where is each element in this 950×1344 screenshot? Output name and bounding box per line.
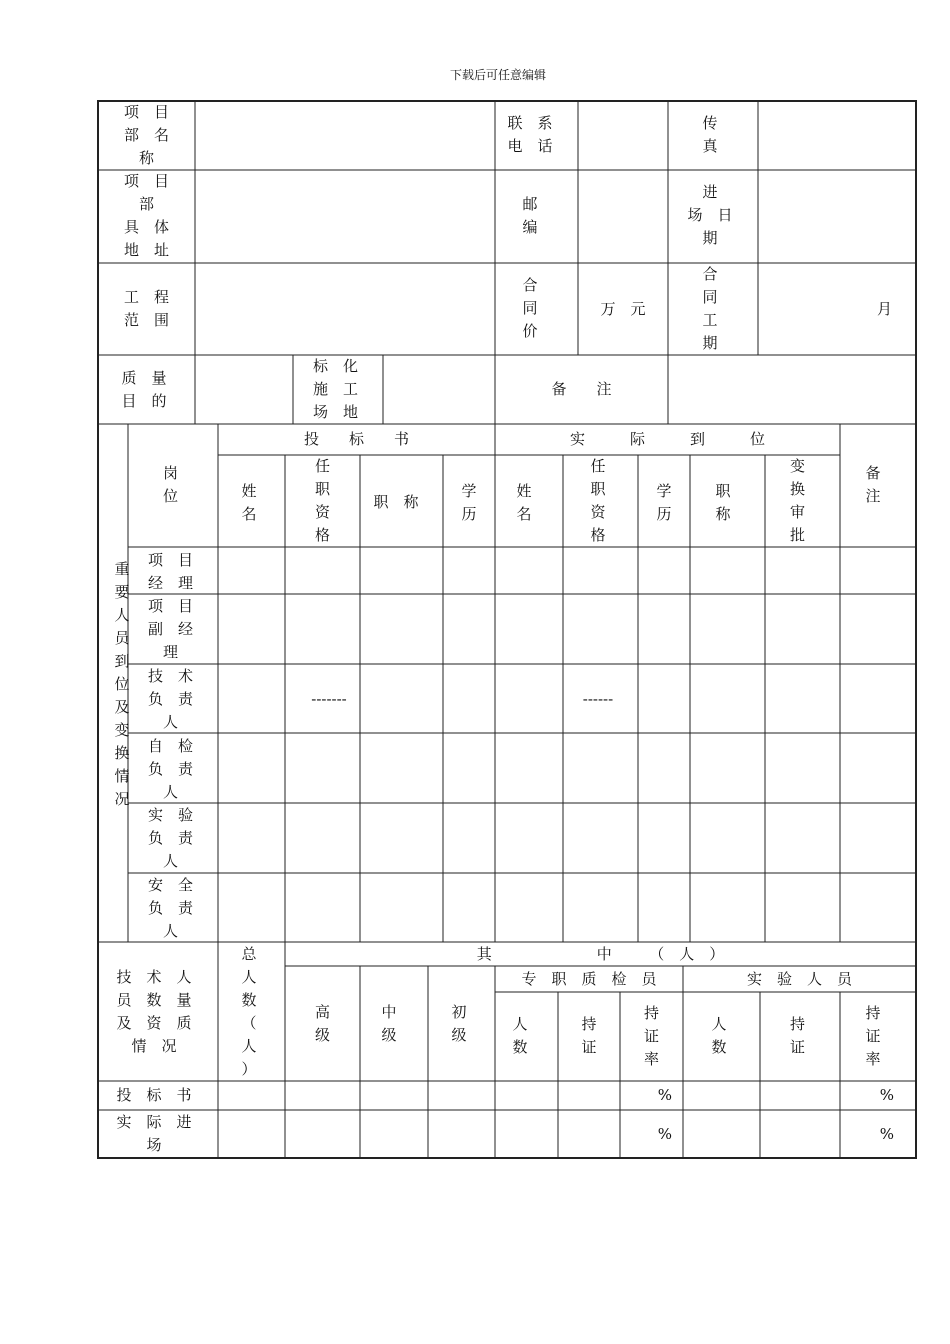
col-lab-certified: 持 证 bbox=[789, 1015, 805, 1056]
header-actual: 实 际 到 位 bbox=[569, 430, 765, 448]
percent-qc-bid: % bbox=[657, 1086, 672, 1104]
label-postcode: 邮 编 bbox=[522, 195, 538, 236]
row-safety-lead: 安 全 负 责 人 bbox=[147, 876, 193, 940]
col-senior: 高 级 bbox=[314, 1003, 330, 1044]
row-actual-entry: 实 际 进 场 bbox=[116, 1113, 192, 1154]
row-lab-lead: 实 验 负 责 人 bbox=[147, 806, 193, 870]
label-address: 项 目 部 具 体 地 址 bbox=[123, 172, 169, 259]
label-fax: 传 真 bbox=[702, 114, 718, 155]
row-deputy-manager: 项 目 副 经 理 bbox=[147, 597, 193, 661]
page-header: 下载后可任意编辑 bbox=[449, 68, 546, 82]
col-middle: 中 级 bbox=[381, 1003, 397, 1044]
col-bid-title: 职 称 bbox=[373, 493, 419, 511]
percent-lab-bid: % bbox=[879, 1086, 894, 1104]
col-actual-qualification: 任 职 资 格 bbox=[590, 457, 606, 544]
row-technical-lead: 技 术 负 责 人 bbox=[147, 667, 193, 731]
header-qc-inspectors: 专 职 质 检 员 bbox=[521, 970, 657, 988]
col-total-staff: 总 人 数 （ 人 ） bbox=[241, 945, 257, 1078]
label-entry-date: 进 场 日 期 bbox=[687, 183, 733, 247]
header-remark: 备 注 bbox=[865, 464, 881, 505]
label-contract-price: 合 同 价 bbox=[522, 276, 538, 340]
dash-actual-technical: ------ bbox=[582, 690, 614, 708]
row-project-manager: 项 目 经 理 bbox=[147, 551, 193, 592]
side-label-personnel: 重 要 人 员 到 位 及 变 换 情 况 bbox=[114, 560, 130, 808]
label-standard-site: 标 化 施 工 场 地 bbox=[312, 357, 358, 421]
label-contract-period: 合 同 工 期 bbox=[702, 265, 718, 352]
col-actual-education: 学 历 bbox=[656, 482, 672, 523]
col-bid-name: 姓 名 bbox=[241, 482, 257, 523]
unit-month: 月 bbox=[876, 300, 892, 318]
col-qc-certified: 持 证 bbox=[581, 1015, 597, 1056]
col-qc-count: 人 数 bbox=[512, 1015, 528, 1056]
label-quality: 质 量 目 的 bbox=[121, 369, 167, 410]
col-actual-name: 姓 名 bbox=[516, 482, 532, 523]
dash-bid-technical: ------- bbox=[311, 690, 347, 708]
col-junior: 初 级 bbox=[451, 1003, 467, 1044]
col-qc-cert-rate: 持 证 率 bbox=[643, 1004, 659, 1068]
percent-lab-actual: % bbox=[879, 1125, 894, 1143]
col-change-approval: 变 换 审 批 bbox=[789, 457, 805, 544]
label-scope: 工 程 范 围 bbox=[123, 288, 169, 329]
row-self-inspection-lead: 自 检 负 责 人 bbox=[147, 737, 193, 801]
header-lab-staff: 实 验 人 员 bbox=[746, 970, 852, 988]
header-post: 岗 位 bbox=[162, 464, 178, 505]
unit-wan-yuan: 万 元 bbox=[600, 300, 646, 318]
col-bid-qualification: 任 职 资 格 bbox=[314, 457, 330, 544]
col-lab-count: 人 数 bbox=[711, 1015, 727, 1056]
label-staff-qualification: 技 术 人 员 数 量 及 资 质 情 况 bbox=[116, 968, 192, 1055]
col-lab-cert-rate: 持 证 率 bbox=[865, 1004, 881, 1068]
header-among: 其 中 （ 人 ） bbox=[476, 945, 725, 963]
row-bid: 投 标 书 bbox=[116, 1086, 192, 1104]
col-actual-title: 职 称 bbox=[715, 482, 731, 523]
percent-qc-actual: % bbox=[657, 1125, 672, 1143]
label-dept-name: 项 目 部 名 称 bbox=[123, 103, 169, 167]
label-phone: 联 系 电 话 bbox=[507, 114, 553, 155]
label-remarks: 备 注 bbox=[551, 380, 612, 398]
header-bid: 投 标 书 bbox=[303, 430, 409, 448]
col-bid-education: 学 历 bbox=[461, 482, 477, 523]
